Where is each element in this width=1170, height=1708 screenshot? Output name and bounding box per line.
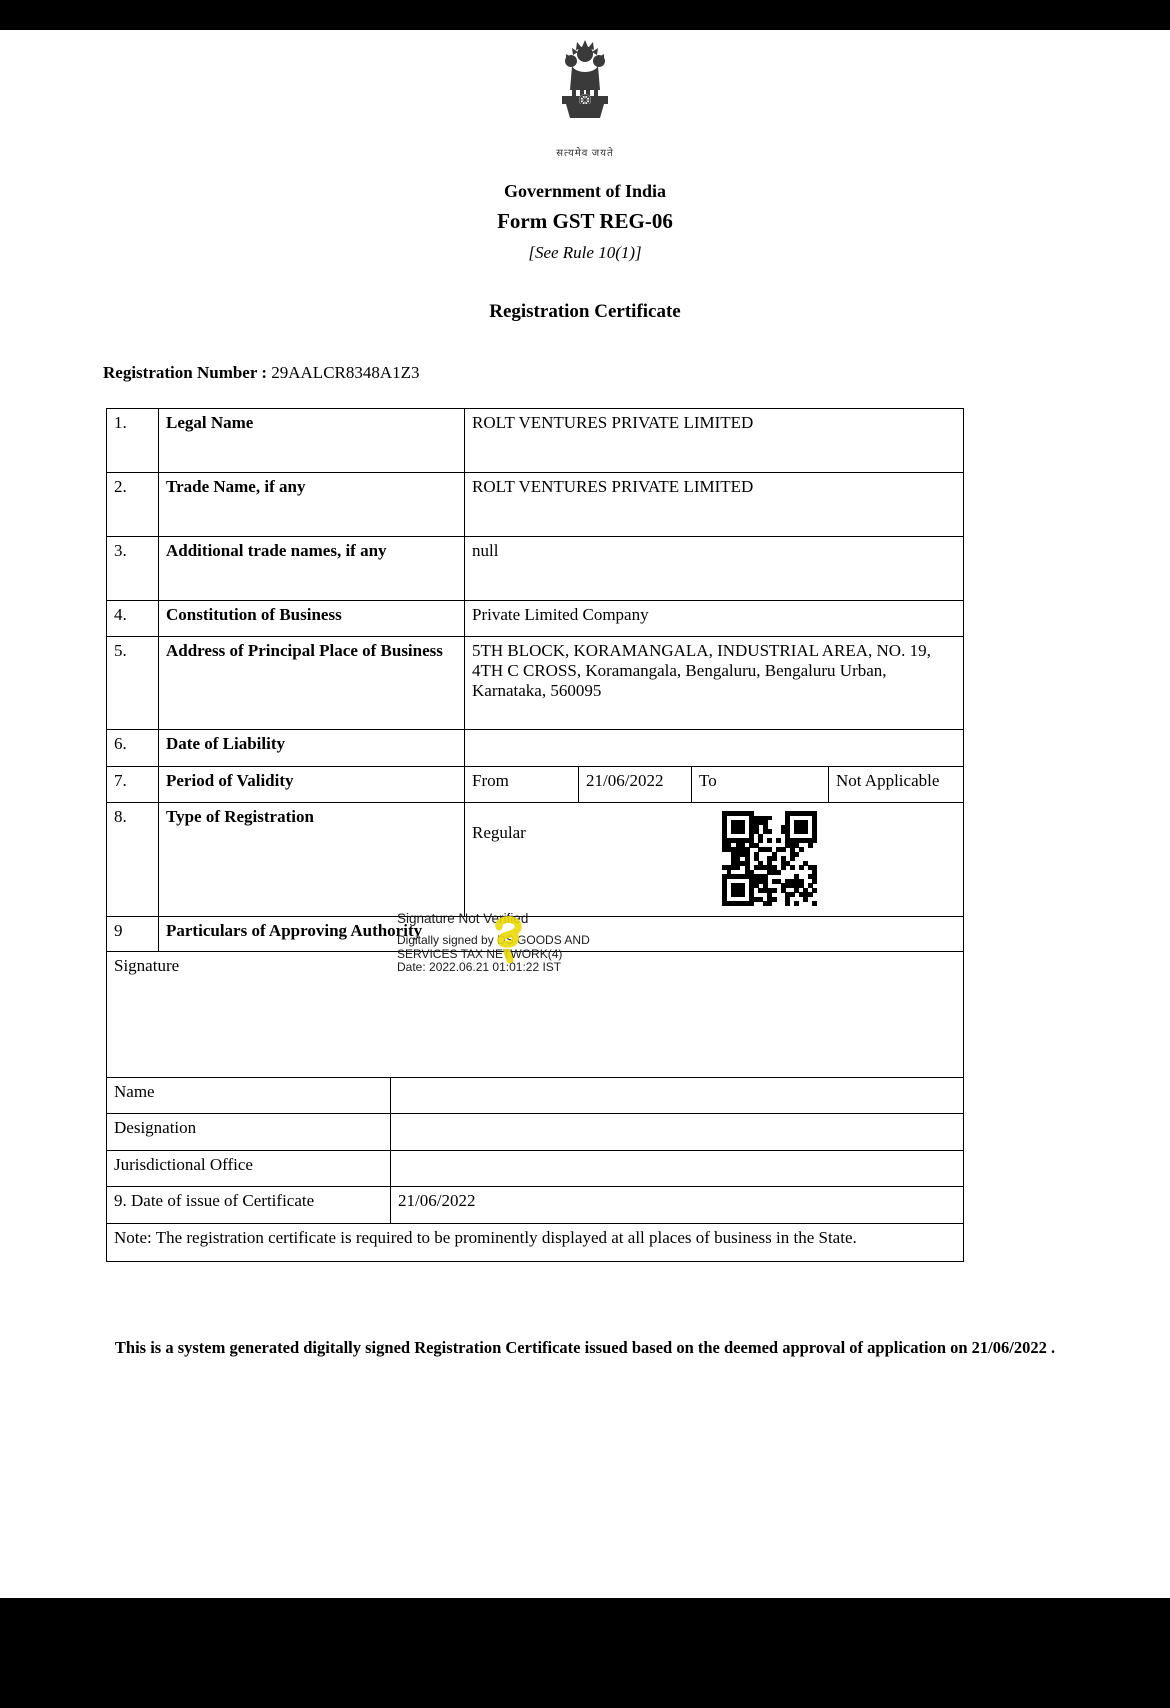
registration-number-value: 29AALCR8348A1Z3 <box>271 363 420 382</box>
row-date-of-liability <box>107 730 964 767</box>
row-value: null <box>465 537 964 601</box>
row-label: Trade Name, if any <box>159 473 465 537</box>
row-label: Legal Name <box>159 409 465 473</box>
row-label: Period of Validity <box>159 767 465 803</box>
row-number: 5. <box>107 637 159 730</box>
name-value <box>391 1078 964 1114</box>
name-label: Name <box>107 1078 391 1114</box>
row-value: Private Limited Company <box>465 601 964 637</box>
emblem-block <box>0 38 1170 159</box>
validity-from-value: 21/06/2022 <box>579 767 692 803</box>
system-generated-note: This is a system generated digitally signed Registration Certificate issued based on the deemed approval of application on 21/06/2022 . <box>114 1338 1056 1357</box>
signature-date-text: Date: 2022.06.21 01:01:22 IST <box>397 959 562 974</box>
row-label: Constitution of Business <box>159 601 465 637</box>
signature-not-verified-text: Signature Not Verified <box>397 911 529 926</box>
top-black-bar <box>0 0 1170 30</box>
row-date-of-issue <box>107 1187 964 1224</box>
row-label: Address of Principal Place of Business <box>159 637 465 730</box>
row-number: 9 <box>107 917 159 952</box>
digital-signature-block <box>397 911 727 974</box>
registration-type-value: Regular <box>472 823 526 842</box>
row-value: 5TH BLOCK, KORAMANGALA, INDUSTRIAL AREA, NO. 19, 4TH C CROSS, Koramangala, Bengaluru, Bengaluru Urban, Karnataka, 560095 <box>465 637 964 730</box>
row-number: 6. <box>107 730 159 767</box>
jurisdictional-office-label: Jurisdictional Office <box>107 1151 391 1187</box>
row-number: 3. <box>107 537 159 601</box>
validity-from-label: From <box>465 767 579 803</box>
emblem-caption: सत्यमेव जयते <box>556 148 614 159</box>
designation-value <box>391 1114 964 1151</box>
qr-code <box>722 811 817 906</box>
row-name <box>107 1078 964 1114</box>
row-number: 2. <box>107 473 159 537</box>
signature-validity-mark-icon <box>492 916 526 966</box>
rule-reference: [See Rule 10(1)] <box>528 243 642 262</box>
date-of-issue-value: 21/06/2022 <box>391 1187 964 1224</box>
row-additional-trade-names <box>107 537 964 601</box>
row-value <box>465 803 964 917</box>
row-address <box>107 637 964 730</box>
row-label: Additional trade names, if any <box>159 537 465 601</box>
row-value: ROLT VENTURES PRIVATE LIMITED <box>465 473 964 537</box>
certificate-tables <box>106 408 963 1262</box>
india-emblem-icon <box>552 38 618 138</box>
footer-table <box>106 1077 964 1262</box>
row-value <box>465 730 964 767</box>
row-period-of-validity <box>107 767 964 803</box>
row-number: 7. <box>107 767 159 803</box>
date-of-issue-label: 9. Date of issue of Certificate <box>107 1187 391 1224</box>
row-number: 8. <box>107 803 159 917</box>
signature-cell: Signature <box>107 952 964 1078</box>
form-title: Form GST REG-06 <box>497 209 673 233</box>
row-jurisdictional-office <box>107 1151 964 1187</box>
row-label: Particulars of Approving Authority <box>159 917 964 952</box>
signer-name-text: SERVICES TAX NETWORK(4) <box>397 946 563 961</box>
row-type-of-registration <box>107 803 964 917</box>
registration-number-label: Registration Number : <box>103 363 267 382</box>
certificate-title: Registration Certificate <box>489 301 681 322</box>
row-value: ROLT VENTURES PRIVATE LIMITED <box>465 409 964 473</box>
row-label: Type of Registration <box>159 803 465 917</box>
jurisdictional-office-value <box>391 1151 964 1187</box>
row-number: 1. <box>107 409 159 473</box>
government-of-india-heading: Government of India <box>504 181 666 201</box>
note-text: Note: The registration certificate is required to be prominently displayed at all places of business in the State. <box>107 1224 964 1262</box>
digitally-signed-by-text: Digitally signed by DS GOODS AND <box>397 933 590 948</box>
row-label: Date of Liability <box>159 730 465 767</box>
validity-to-label: To <box>692 767 829 803</box>
bottom-black-bar <box>0 1598 1170 1708</box>
main-table <box>106 408 964 1078</box>
registration-number-line <box>103 363 420 383</box>
row-note <box>107 1224 964 1262</box>
row-constitution <box>107 601 964 637</box>
row-legal-name <box>107 409 964 473</box>
row-number: 4. <box>107 601 159 637</box>
designation-label: Designation <box>107 1114 391 1151</box>
row-designation <box>107 1114 964 1151</box>
row-trade-name <box>107 473 964 537</box>
validity-to-value: Not Applicable <box>829 767 964 803</box>
